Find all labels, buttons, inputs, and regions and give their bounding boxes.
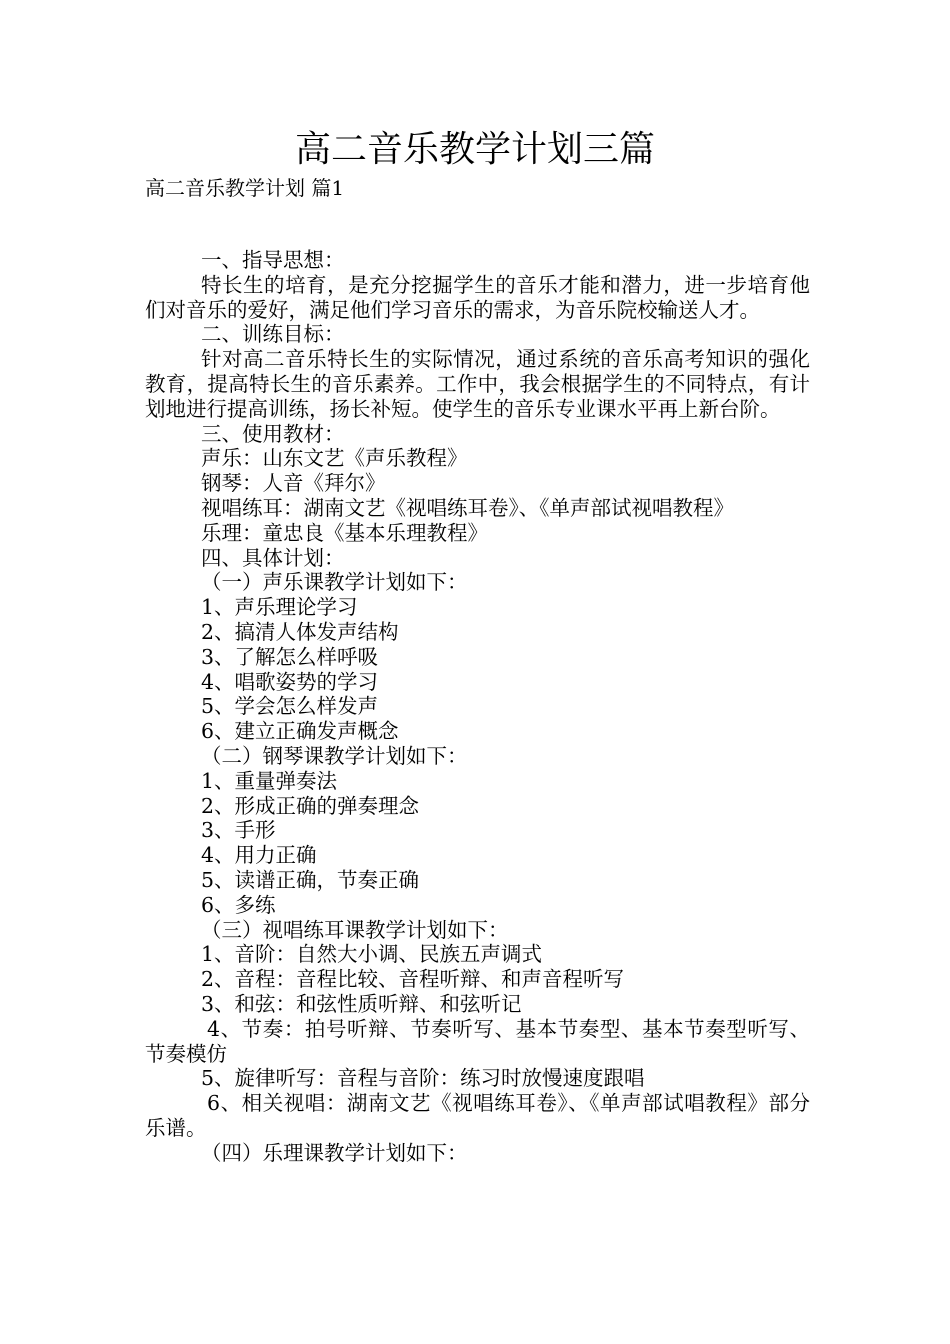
subheading-piano: （二）钢琴课教学计划如下： [201, 743, 468, 768]
list-item: 6、多练 [201, 892, 276, 917]
list-item: 1、重量弹奏法 [201, 768, 338, 793]
list-item: 5、旋律听写：音程与音阶：练习时放慢速度跟唱 [201, 1066, 645, 1091]
heading-textbooks: 三、使用教材： [201, 421, 345, 446]
list-item: 6、建立正确发声概念 [201, 719, 399, 744]
list-item: 1、音阶：自然大小调、民族五声调式 [201, 942, 543, 967]
list-item: 5、学会怎么样发声 [201, 694, 379, 719]
paragraph-guiding-thought: 特长生的培育，是充分挖掘学生的音乐才能和潜力，进一步培育他们对音乐的爱好，满足他们学习音乐的需求，为音乐院校输送人才。 [145, 272, 810, 322]
list-item: 钢琴：人音《拜尔》 [201, 471, 386, 496]
heading-guiding-thought: 一、指导思想： [201, 248, 345, 272]
list-item: 1、声乐理论学习 [201, 595, 358, 620]
document-body [145, 248, 810, 1165]
list-item: 5、读谱正确，节奏正确 [201, 867, 420, 892]
list-item: 3、了解怎么样呼吸 [201, 644, 379, 669]
section-heading: 高二音乐教学计划 篇1 [145, 176, 345, 200]
list-item: 视唱练耳：湖南文艺《视唱练耳卷》、《单声部试视唱教程》 [201, 495, 734, 520]
list-item: 乐理：童忠良《基本乐理教程》 [201, 520, 488, 545]
list-item: 3、手形 [201, 818, 276, 843]
subheading-music-theory: （四）乐理课教学计划如下： [201, 1140, 468, 1165]
list-item: 4、唱歌姿势的学习 [201, 669, 379, 694]
list-item: 3、和弦：和弦性质听辩、和弦听记 [201, 991, 522, 1016]
list-item: 4、节奏：拍号听辩、节奏听写、基本节奏型、基本节奏型听写、节奏模仿 [145, 1016, 810, 1066]
list-item: 2、搞清人体发声结构 [201, 619, 399, 644]
paragraph-training-goal: 针对高二音乐特长生的实际情况，通过系统的音乐高考知识的强化教育，提高特长生的音乐素养。工作中，我会根据学生的不同特点，有计划地进行提高训练，扬长补短。使学生的音乐专业课水平再上新台阶。 [145, 347, 810, 421]
list-item: 4、用力正确 [201, 843, 317, 868]
list-item: 声乐：山东文艺《声乐教程》 [201, 446, 468, 471]
list-item: 6、相关视唱：湖南文艺《视唱练耳卷》、《单声部试唱教程》部分乐谱。 [145, 1091, 810, 1140]
subheading-ear-training: （三）视唱练耳课教学计划如下： [201, 917, 509, 942]
list-item: 2、音程：音程比较、音程听辩、和声音程听写 [201, 967, 625, 992]
list-item: 2、形成正确的弹奏理念 [201, 793, 420, 818]
subheading-vocal: （一）声乐课教学计划如下： [201, 570, 468, 595]
heading-plan: 四、具体计划： [201, 545, 345, 570]
heading-training-goal: 二、训练目标： [201, 322, 345, 347]
document-title: 高二音乐教学计划三篇 [294, 129, 655, 170]
